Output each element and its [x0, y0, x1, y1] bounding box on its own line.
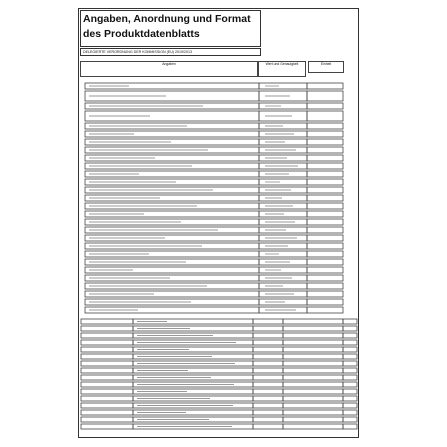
- table-cell-unit: [307, 275, 343, 281]
- table-cell-extra: [343, 396, 357, 401]
- table-cell-extra: [343, 340, 357, 345]
- table-cell-extra: [343, 382, 357, 387]
- table-cell-unit: [307, 163, 343, 169]
- table-cell-unit: [283, 410, 343, 415]
- table-cell-extra: [343, 354, 357, 359]
- table-cell-unit: [307, 195, 343, 201]
- table-row: [81, 403, 133, 408]
- table-row: [81, 375, 133, 380]
- table-cell-unit: [283, 403, 343, 408]
- table-cell-value: [253, 396, 283, 401]
- table-cell-unit: [283, 354, 343, 359]
- table-cell-value: [253, 368, 283, 373]
- table-cell-extra: [343, 403, 357, 408]
- table-row: [81, 347, 133, 352]
- table-cell-unit: [283, 347, 343, 352]
- table-cell-unit: [307, 111, 343, 121]
- table-cell-unit: [307, 219, 343, 225]
- table-row: [81, 382, 133, 387]
- table-row: [81, 417, 133, 422]
- table-row: [81, 361, 133, 366]
- table-cell-unit: [307, 103, 343, 109]
- table-cell-unit: [307, 251, 343, 257]
- table-cell-unit: [307, 299, 343, 305]
- table-cell-extra: [343, 319, 357, 324]
- table-cell-unit: [307, 155, 343, 161]
- regulation-reference: DELEGIERTE VERORDNUNG DER KOMMISSION (EU) 2019/2013: [80, 48, 261, 56]
- document-page: [78, 8, 359, 438]
- table-row: [81, 340, 133, 345]
- table-row: [81, 368, 133, 373]
- table-cell-unit: [307, 123, 343, 129]
- table-cell-unit: [307, 267, 343, 273]
- header-parameter-label: Angaben: [162, 62, 176, 66]
- table-cell-unit: [307, 147, 343, 153]
- table-cell-extra: [343, 417, 357, 422]
- header-unit-label: Einheit: [320, 62, 332, 66]
- table-row: [81, 424, 133, 429]
- table-cell-unit: [283, 319, 343, 324]
- table-cell-value: [253, 361, 283, 366]
- table-cell-unit: [307, 131, 343, 137]
- table-cell-extra: [343, 424, 357, 429]
- table-cell-value: [253, 403, 283, 408]
- table-cell-extra: [343, 347, 357, 352]
- table-cell-extra: [343, 361, 357, 366]
- table-cell-unit: [283, 368, 343, 373]
- table-cell-value: [253, 347, 283, 352]
- table-cell-unit: [283, 326, 343, 331]
- datasheet-table: [79, 9, 359, 438]
- table-row: [81, 396, 133, 401]
- table-cell-unit: [307, 259, 343, 265]
- document-title: Angaben, Anordnung und Format des Produktdatenblatts: [80, 10, 261, 47]
- table-cell-unit: [307, 203, 343, 209]
- table-cell-unit: [283, 340, 343, 345]
- table-cell-extra: [343, 326, 357, 331]
- table-cell-unit: [307, 179, 343, 185]
- table-cell-value: [253, 333, 283, 338]
- table-cell-unit: [307, 211, 343, 217]
- table-row: [81, 410, 133, 415]
- table-row: [81, 319, 133, 324]
- table-cell-extra: [343, 389, 357, 394]
- table-cell-unit: [307, 243, 343, 249]
- table-cell-unit: [283, 375, 343, 380]
- table-cell-unit: [307, 283, 343, 289]
- table-cell-value: [253, 410, 283, 415]
- table-cell-value: [253, 340, 283, 345]
- table-row: [81, 333, 133, 338]
- table-cell-unit: [283, 361, 343, 366]
- table-cell-value: [253, 389, 283, 394]
- table-cell-value: [253, 382, 283, 387]
- table-cell-unit: [283, 382, 343, 387]
- table-cell-unit: [307, 83, 343, 89]
- table-cell-value: [253, 354, 283, 359]
- table-cell-unit: [283, 389, 343, 394]
- table-cell-value: [253, 326, 283, 331]
- table-cell-extra: [343, 333, 357, 338]
- table-cell-value: [253, 375, 283, 380]
- table-cell-unit: [307, 187, 343, 193]
- table-row: [81, 326, 133, 331]
- table-cell-unit: [307, 91, 343, 101]
- table-cell-value: [253, 424, 283, 429]
- table-cell-unit: [307, 307, 343, 313]
- table-cell-extra: [343, 410, 357, 415]
- table-cell-unit: [283, 417, 343, 422]
- table-cell-unit: [307, 291, 343, 297]
- table-cell-unit: [307, 235, 343, 241]
- table-row: [81, 389, 133, 394]
- table-row: [81, 354, 133, 359]
- table-cell-value: [253, 319, 283, 324]
- table-cell-unit: [307, 227, 343, 233]
- table-cell-extra: [343, 375, 357, 380]
- header-value-label: Wert und Genauigkeit: [265, 62, 299, 66]
- table-cell-unit: [283, 424, 343, 429]
- table-cell-unit: [283, 396, 343, 401]
- table-cell-value: [253, 417, 283, 422]
- table-cell-unit: [283, 333, 343, 338]
- table-cell-unit: [307, 139, 343, 145]
- table-cell-extra: [343, 368, 357, 373]
- table-cell-unit: [307, 171, 343, 177]
